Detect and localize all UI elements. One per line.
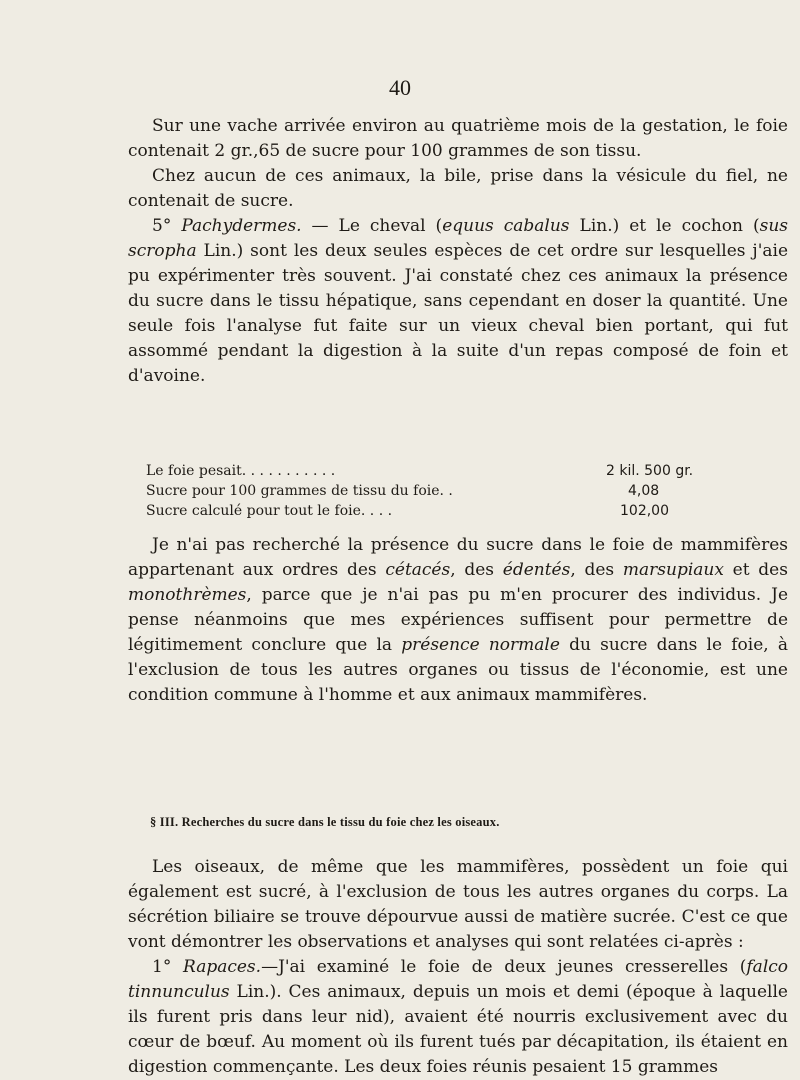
page-number: 40 bbox=[389, 75, 411, 100]
paragraph-birds: Les oiseaux, de même que les mammifères, possèdent un foie qui également est sucré, à l'exclusion de tous les autres organes du corps. La sécrétion biliaire se trouve dépourvue aussi de matière sucrée. C'est ce que vont démontrer les observations et analyses qui sont relatées ci-après : bbox=[128, 857, 788, 952]
order-name: édentés bbox=[502, 560, 571, 580]
emphasis: présence normale bbox=[401, 635, 560, 655]
species-name: equus cabalus bbox=[442, 216, 570, 236]
text-fragment: Lin.) et le cochon ( bbox=[569, 216, 760, 236]
row-label: Sucre calculé pour tout le foie. . . . bbox=[146, 503, 393, 519]
row-label: Le foie pesait. . . . . . . . . . . bbox=[146, 463, 336, 479]
text-fragment: du sucre dans le foie, à l'exclusion de tous les autres organes ou tissus de l'économie, est une condition commune à l'homme et aux animaux mammifères. bbox=[128, 635, 788, 705]
text-fragment: Lin.) sont les deux seules espèces de cet ordre sur lesquelles j'aie pu expérimenter très souvent. J'ai constaté chez ces animaux la présence du sucre dans le tissu hépatique, sans cependant en doser la quantité. Une seule fois l'analyse fut faite sur un vieux cheval bien portant, qui fut assommé pendant la digestion à la suite d'un repas composé de foin et d'avoine. bbox=[128, 241, 788, 386]
text-fragment: Je n'ai pas recherché la présence du sucre dans le foie de mammifères appartenant aux ordres des bbox=[128, 535, 788, 580]
species-name: sus scropha bbox=[128, 216, 788, 261]
text-fragment: , des bbox=[570, 560, 623, 580]
species-name: falco tinnunculus bbox=[128, 957, 789, 1002]
section-title: Rapaces. bbox=[183, 957, 262, 977]
text-fragment: et des bbox=[723, 560, 788, 580]
order-name: cétacés bbox=[385, 560, 451, 580]
text-block-top bbox=[128, 114, 788, 389]
row-value: 2 kil. 500 gr. bbox=[606, 463, 694, 479]
text-fragment: , parce que je n'ai pas pu m'en procurer des individus. Je pense néanmoins que mes expériences suffisent pour permettre de légitimement conclure que la bbox=[128, 585, 788, 655]
row-label: Sucre pour 100 grammes de tissu du foie. . bbox=[146, 483, 453, 499]
text-block-middle bbox=[128, 533, 788, 708]
table-row bbox=[146, 461, 726, 481]
paragraph-bile: Chez aucun de ces animaux, la bile, prise dans la vésicule du fiel, ne contenait de sucre. bbox=[128, 166, 788, 211]
section-number: 1° bbox=[152, 957, 172, 977]
text-fragment: — Le cheval ( bbox=[301, 216, 443, 236]
paragraph-cow-liver: Sur une vache arrivée environ au quatrième mois de la gestation, le foie contenait 2 gr.,65 de sucre pour 100 grammes de son tissu. bbox=[128, 116, 788, 161]
section-title: Pachydermes. bbox=[181, 216, 302, 236]
text-block-bottom bbox=[128, 855, 788, 1080]
table-row bbox=[146, 501, 726, 521]
section-number: 5° bbox=[152, 216, 172, 236]
paragraph-raptors bbox=[128, 955, 788, 1080]
order-name: marsupiaux bbox=[622, 560, 724, 580]
paragraph-other-orders bbox=[128, 533, 788, 708]
table-row bbox=[146, 481, 726, 501]
text-fragment: —J'ai examiné le foie de deux jeunes cresserelles ( bbox=[261, 957, 747, 977]
section-heading: § III. Recherches du sucre dans le tissu du foie chez les oiseaux. bbox=[150, 815, 500, 829]
text-fragment: , des bbox=[450, 560, 503, 580]
row-value: 102,00 bbox=[620, 503, 669, 519]
order-name: monothrèmes bbox=[128, 585, 247, 605]
paragraph-pachyderms bbox=[128, 214, 788, 389]
row-value: 4,08 bbox=[628, 483, 660, 499]
text-fragment: Lin.). Ces animaux, depuis un mois et demi (époque à laquelle ils furent pris dans leur nid), avaient été nourris exclusivement avec du cœur de bœuf. Au moment où ils furent tués par décapitation, ils étaient en digestion commençante. Les deux foies réunis pesaient 15 grammes bbox=[128, 982, 788, 1077]
liver-sugar-table bbox=[146, 461, 726, 521]
